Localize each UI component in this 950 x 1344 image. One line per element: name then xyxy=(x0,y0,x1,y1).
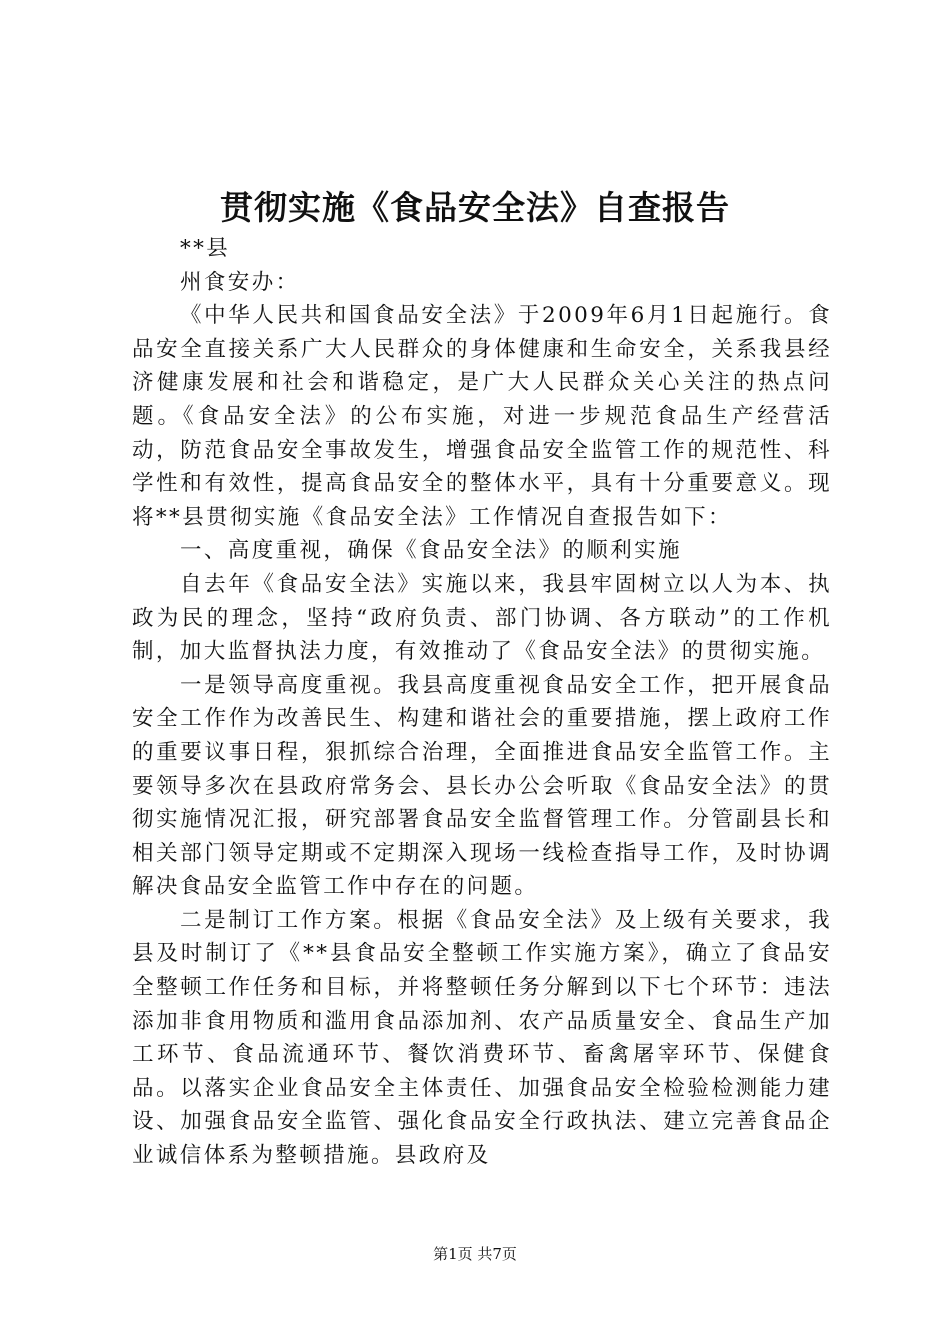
document-body xyxy=(132,232,832,1173)
document-title: 贯彻实施《食品安全法》自查报告 xyxy=(220,188,730,227)
paragraph-overview: 自去年《食品安全法》实施以来，我县牢固树立以人为本、执政为民的理念，坚持“政府负责、部门协调、各方联动”的工作机制，加大监督执法力度，有效推动了《食品安全法》的贯彻实施。 xyxy=(132,571,832,665)
paragraph-work-plan: 二是制订工作方案。根据《食品安全法》及上级有关要求，我县及时制订了《**县食品安全整顿工作实施方案》，确立了食品安全整顿工作任务和目标，并将整顿任务分解到以下七个环节：违法添加非食用物质和滥用食品添加剂、农产品质量安全、食品生产加工环节、食品流通环节、餐饮消费环节、畜禽屠宰环节、保健食品。以落实企业食品安全主体责任、加强食品安全检验检测能力建设、加强食品安全监管、强化食品安全行政执法、建立完善食品企业诚信体系为整顿措施。县政府及 xyxy=(132,907,832,1169)
salutation-county: **县 xyxy=(180,236,231,261)
salutation-recipient: 州食安办： xyxy=(180,269,300,295)
paragraph-leadership: 一是领导高度重视。我县高度重视食品安全工作，把开展食品安全工作作为改善民生、构建和谐社会的重要措施，摆上政府工作的重要议事日程，狠抓综合治理，全面推进食品安全监管工作。主要领导多次在县政府常务会、县长办公会听取《食品安全法》的贯彻实施情况汇报，研究部署食品安全监督管理工作。分管副县长和相关部门领导定期或不定期深入现场一线检查指导工作，及时协调解决食品安全监管工作中存在的问题。 xyxy=(132,672,832,900)
page-number-footer: 第1页 共7页 xyxy=(433,1245,517,1263)
section-heading-1: 一、高度重视，确保《食品安全法》的顺利实施 xyxy=(180,538,682,564)
paragraph-intro: 《中华人民共和国食品安全法》于2009年6月1日起施行。食品安全直接关系广大人民群众的身体健康和生命安全，关系我县经济健康发展和社会和谐稳定，是广大人民群众关心关注的热点问题。《食品安全法》的公布实施，对进一步规范食品生产经营活动，防范食品安全事故发生，增强食品安全监管工作的规范性、科学性和有效性，提高食品安全的整体水平，具有十分重要意义。现将**县贯彻实施《食品安全法》工作情况自查报告如下： xyxy=(132,303,832,530)
